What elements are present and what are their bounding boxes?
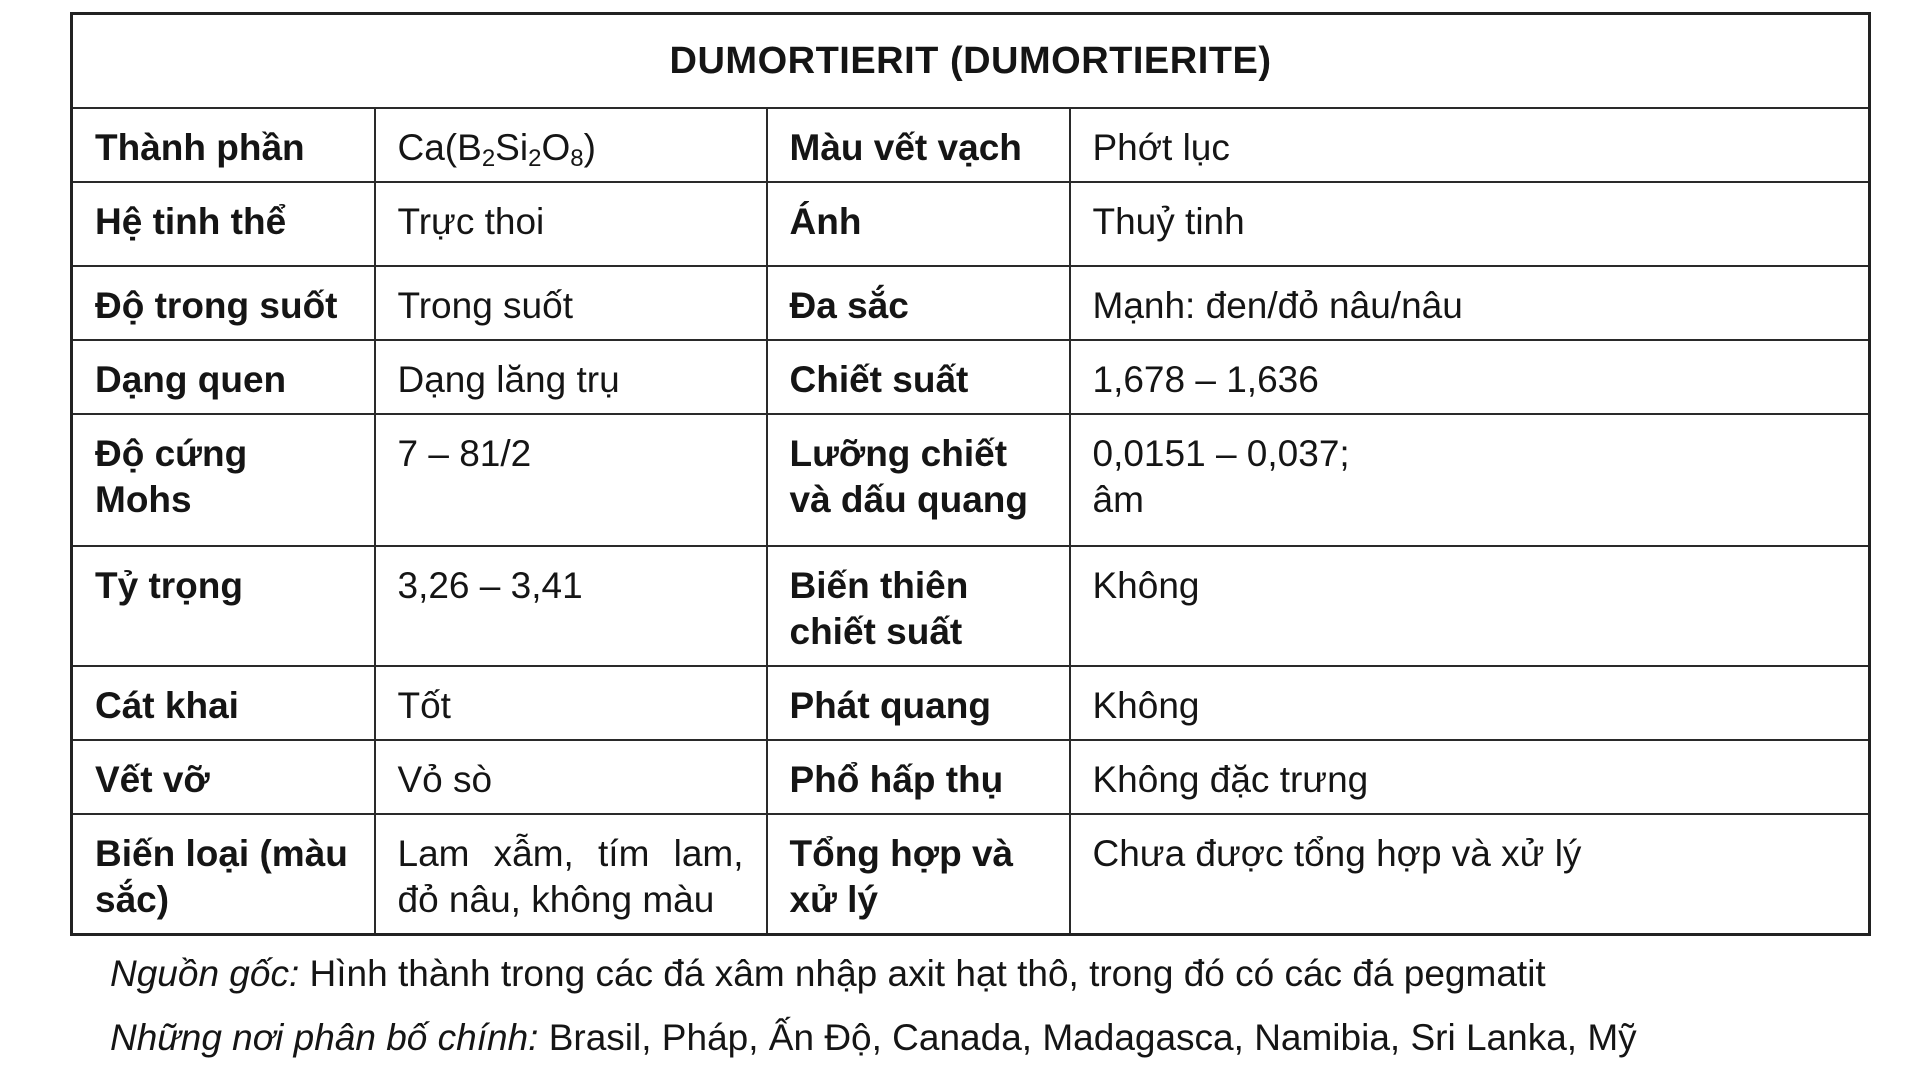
distribution-label: Những nơi phân bố chính: bbox=[110, 1017, 539, 1058]
property-value: 1,678 – 1,636 bbox=[1070, 340, 1870, 414]
property-label: Dạng quen bbox=[72, 340, 375, 414]
property-label: Thành phần bbox=[72, 108, 375, 182]
property-value: Không bbox=[1070, 666, 1870, 740]
property-label: Tỷ trọng bbox=[72, 546, 375, 666]
property-value: Vỏ sò bbox=[375, 740, 767, 814]
property-label: Độ cứng Mohs bbox=[72, 414, 375, 546]
origin-line bbox=[110, 942, 1868, 1006]
table-row bbox=[72, 340, 1870, 414]
table-row bbox=[72, 108, 1870, 182]
origin-text: Hình thành trong các đá xâm nhập axit hạt thô, trong đó có các đá pegmatit bbox=[299, 953, 1546, 994]
table-row bbox=[72, 814, 1870, 935]
property-value: Lam xẫm, tím lam, đỏ nâu, không màu bbox=[375, 814, 767, 935]
property-label: Cát khai bbox=[72, 666, 375, 740]
property-label: Màu vết vạch bbox=[767, 108, 1070, 182]
title-row bbox=[72, 14, 1870, 109]
table-row bbox=[72, 182, 1870, 266]
value-line: 0,0151 – 0,037; bbox=[1092, 433, 1350, 474]
mineral-sheet bbox=[70, 12, 1868, 1070]
table-title: DUMORTIERIT (DUMORTIERITE) bbox=[72, 14, 1870, 109]
table-row bbox=[72, 414, 1870, 546]
property-value: Không đặc trưng bbox=[1070, 740, 1870, 814]
property-value: Thuỷ tinh bbox=[1070, 182, 1870, 266]
property-value: Tốt bbox=[375, 666, 767, 740]
property-label: Đa sắc bbox=[767, 266, 1070, 340]
formula-text: $Ca(B_2Si_2O_8)$ bbox=[397, 127, 596, 172]
value-line: âm bbox=[1092, 479, 1144, 520]
property-value: Chưa được tổng hợp và xử lý bbox=[1070, 814, 1870, 935]
property-label: Ánh bbox=[767, 182, 1070, 266]
property-value: Trực thoi bbox=[375, 182, 767, 266]
distribution-text: Brasil, Pháp, Ấn Độ, Canada, Madagasca, Namibia, Sri Lanka, Mỹ bbox=[538, 1017, 1637, 1058]
property-label: Phổ hấp thụ bbox=[767, 740, 1070, 814]
property-label: Hệ tinh thể bbox=[72, 182, 375, 266]
property-label: Lưỡng chiết và dấu quang bbox=[767, 414, 1070, 546]
table-row bbox=[72, 740, 1870, 814]
property-value bbox=[375, 108, 767, 182]
property-label: Biến thiên chiết suất bbox=[767, 546, 1070, 666]
property-value: 7 – 81/2 bbox=[375, 414, 767, 546]
property-label: Độ trong suốt bbox=[72, 266, 375, 340]
property-value: Trong suốt bbox=[375, 266, 767, 340]
property-value: Dạng lăng trụ bbox=[375, 340, 767, 414]
property-label: Phát quang bbox=[767, 666, 1070, 740]
property-label: Biến loại (màu sắc) bbox=[72, 814, 375, 935]
property-value: Không bbox=[1070, 546, 1870, 666]
property-value: Mạnh: đen/đỏ nâu/nâu bbox=[1070, 266, 1870, 340]
table-row bbox=[72, 546, 1870, 666]
footer-notes bbox=[70, 942, 1868, 1070]
table-row bbox=[72, 666, 1870, 740]
origin-label: Nguồn gốc: bbox=[110, 953, 300, 994]
property-value: Phớt lục bbox=[1070, 108, 1870, 182]
property-label: Tổng hợp và xử lý bbox=[767, 814, 1070, 935]
property-value: 3,26 – 3,41 bbox=[375, 546, 767, 666]
property-label: Vết vỡ bbox=[72, 740, 375, 814]
distribution-line bbox=[110, 1006, 1868, 1070]
table-row bbox=[72, 266, 1870, 340]
property-label: Chiết suất bbox=[767, 340, 1070, 414]
property-value bbox=[1070, 414, 1870, 546]
mineral-properties-table bbox=[70, 12, 1871, 936]
